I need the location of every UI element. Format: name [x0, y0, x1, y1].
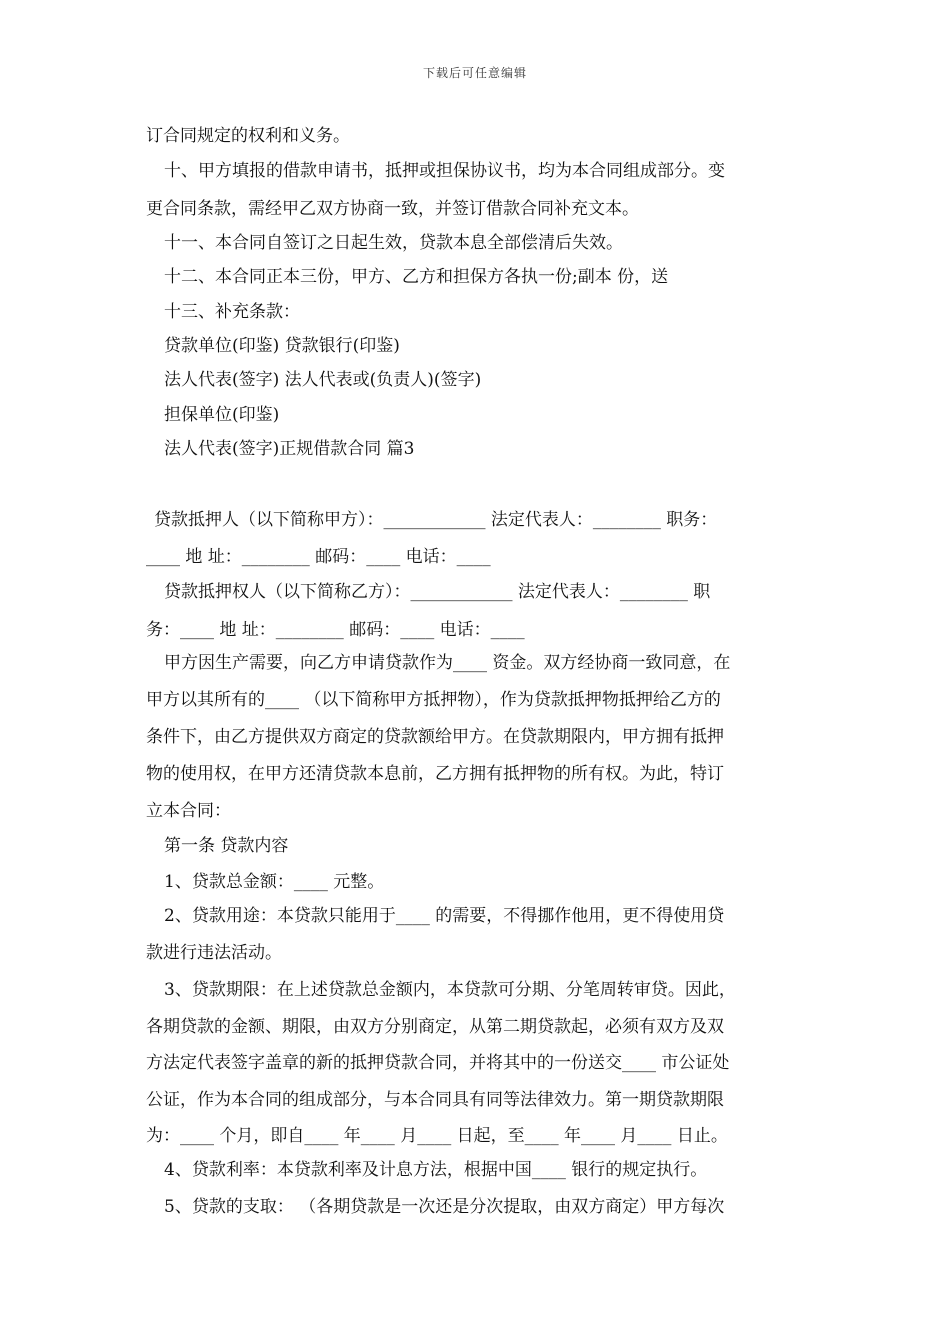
- text-line: 订合同规定的权利和义务。: [146, 126, 350, 146]
- text-line: 十二、本合同正本三份，甲方、乙方和担保方各执一份;副本 份，送: [164, 267, 669, 287]
- text-line: 2、贷款用途：本贷款只能用于____ 的需要，不得挪作他用，更不得使用贷: [164, 906, 725, 926]
- page-header: 下载后可任意编辑: [422, 66, 527, 80]
- text-line: 贷款抵押权人（以下简称乙方）：____________ 法定代表人：________ 职: [164, 582, 711, 602]
- text-line: 物的使用权，在甲方还清贷款本息前，乙方拥有抵押物的所有权。为此，特订: [146, 764, 724, 784]
- text-line: 法人代表(签字) 法人代表或(负责人)(签字): [164, 370, 482, 390]
- text-line: 十一、本合同自签订之日起生效，贷款本息全部偿清后失效。: [164, 233, 623, 253]
- text-line: 更合同条款，需经甲乙双方协商一致，并签订借款合同补充文本。: [146, 199, 639, 219]
- text-line: 方法定代表签字盖章的新的抵押贷款合同，并将其中的一份送交____ 市公证处: [146, 1053, 730, 1073]
- text-line: 贷款单位(印鉴) 贷款银行(印鉴): [164, 336, 400, 356]
- text-line: 4、贷款利率：本贷款利率及计息方法，根据中国____ 银行的规定执行。: [164, 1160, 708, 1180]
- text-line: 法人代表(签字)正规借款合同 篇3: [164, 439, 415, 459]
- text-line: 公证，作为本合同的组成部分，与本合同具有同等法律效力。第一期贷款期限: [146, 1090, 724, 1110]
- text-line: 条件下，由乙方提供双方商定的贷款额给甲方。在贷款期限内，甲方拥有抵押: [146, 727, 724, 747]
- text-line: 立本合同：: [146, 801, 231, 821]
- text-line: 十三、补充条款：: [164, 302, 300, 322]
- text-line: 3、贷款期限：在上述贷款总金额内，本贷款可分期、分笔周转审贷。因此，: [164, 980, 736, 1000]
- text-line: 第一条 贷款内容: [164, 836, 289, 856]
- text-line: 5、贷款的支取： （各期贷款是一次还是分次提取，由双方商定）甲方每次: [164, 1197, 725, 1217]
- text-line: 甲方因生产需要，向乙方申请贷款作为____ 资金。双方经协商一致同意，在: [164, 653, 731, 673]
- text-line: 款进行违法活动。: [146, 943, 282, 963]
- text-line: 十、甲方填报的借款申请书，抵押或担保协议书，均为本合同组成部分。变: [164, 161, 725, 181]
- text-line: 务：____ 地 址：________ 邮码：____ 电话：____: [146, 620, 525, 640]
- text-line: 贷款抵押人（以下简称甲方）：____________ 法定代表人：________ 职务：: [154, 510, 718, 530]
- text-line: 为：____ 个月，即自____ 年____ 月____ 日起，至____ 年____ 月____ 日止。: [146, 1126, 728, 1146]
- text-line: 1、贷款总金额：____ 元整。: [164, 872, 385, 892]
- text-line: 担保单位(印鉴): [164, 405, 280, 425]
- text-line: ____ 地 址：________ 邮码：____ 电话：____: [146, 547, 491, 567]
- text-line: 各期贷款的金额、期限，由双方分别商定，从第二期贷款起，必须有双方及双: [146, 1017, 724, 1037]
- text-line: 甲方以其所有的____ （以下简称甲方抵押物），作为贷款抵押物抵押给乙方的: [146, 690, 721, 710]
